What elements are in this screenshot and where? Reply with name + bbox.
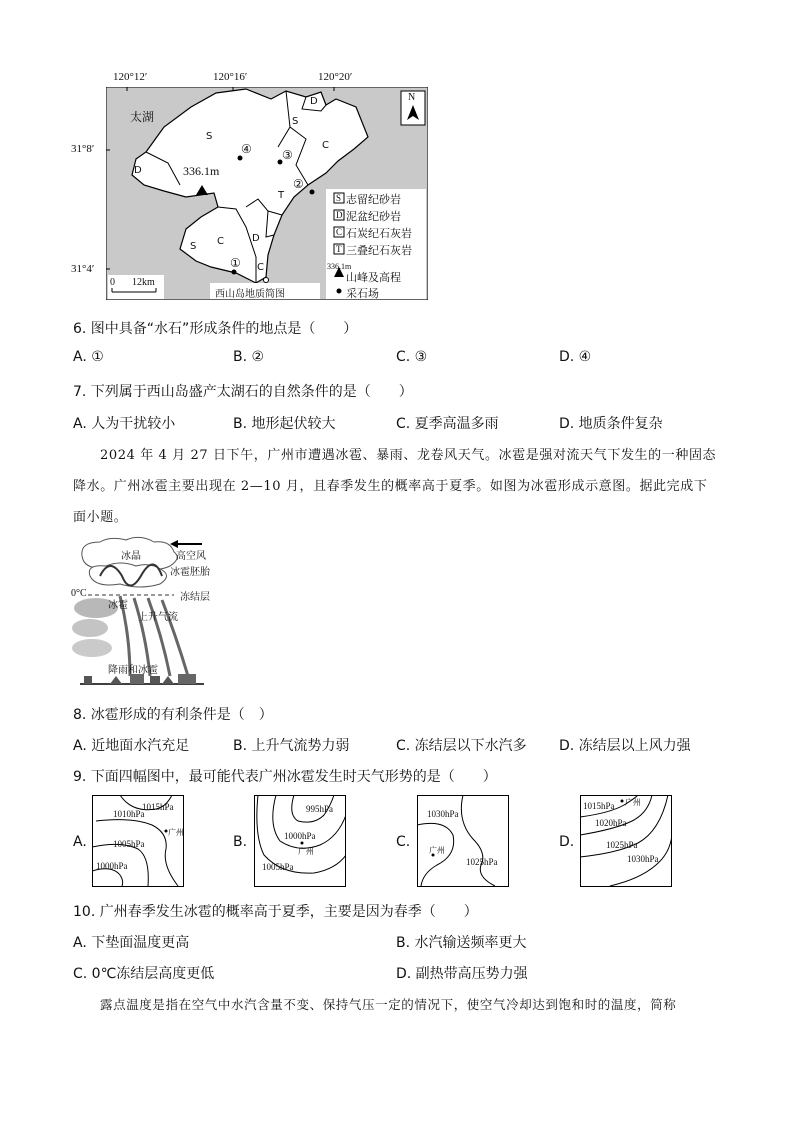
- passage1-line-2: 降水。广州冰雹主要出现在 2—10 月，且春季发生的概率高于夏季。如图为冰雹形成示意图。据此完成下: [73, 479, 708, 494]
- passage2-line-1: 露点温度是指在空气中水汽含量不变、保持气压一定的情况下，使空气冷却达到饱和时的温度，简称: [100, 997, 677, 1012]
- map-a-city: 广州: [168, 828, 184, 837]
- q9-option-d-letter[interactable]: D.: [559, 834, 575, 850]
- q8-option-b[interactable]: B. 上升气流势力弱: [233, 738, 350, 754]
- q8-stem: 8. 冰雹形成的有利条件是（ ）: [73, 707, 273, 723]
- lat-tick-1: 31°8′: [71, 143, 95, 155]
- hail-ice-crystal-label: 冰晶: [121, 551, 141, 562]
- hail-updraft-label: 上升气流: [138, 612, 178, 623]
- q10-option-d[interactable]: D. 副热带高压势力强: [396, 966, 528, 982]
- region-s-3: S: [190, 241, 197, 252]
- region-c-3: C: [257, 262, 264, 273]
- lat-tick-2: 31°4′: [71, 263, 95, 275]
- q9-option-c-letter[interactable]: C.: [396, 834, 411, 850]
- map-b-city: 广州: [298, 847, 314, 856]
- legend-peak-text: 山峰及高程: [346, 271, 401, 284]
- lon-tick-1: 120°12′: [113, 71, 148, 83]
- map-d-1015: 1015hPa: [583, 801, 615, 811]
- map-c-city: 广州: [429, 846, 445, 855]
- region-c-2: C: [217, 236, 224, 247]
- q10-option-c[interactable]: C. 0℃冻结层高度更低: [73, 966, 215, 982]
- q9-option-a-letter[interactable]: A.: [73, 834, 87, 850]
- legend-text-t: 三叠纪石灰岩: [346, 244, 412, 257]
- q8-option-d[interactable]: D. 冻结层以上风力强: [559, 738, 691, 754]
- q7-option-b[interactable]: B. 地形起伏较大: [233, 416, 336, 432]
- quarry-1-label: ①: [230, 256, 241, 270]
- legend-text-s: 志留纪砂岩: [346, 193, 401, 206]
- q7-option-c[interactable]: C. 夏季高温多雨: [396, 416, 499, 432]
- region-d-2: D: [310, 96, 318, 107]
- q6-option-c[interactable]: C. ③: [396, 349, 428, 365]
- map-a-1005: 1005hPa: [113, 839, 145, 849]
- map-d-1020: 1020hPa: [595, 818, 627, 828]
- map-a-1010: 1010hPa: [113, 809, 145, 819]
- q7-stem: 7. 下列属于西山岛盛产太湖石的自然条件的是（ ）: [73, 384, 413, 400]
- hail-hail-label: 冰雹: [108, 600, 128, 611]
- q6-option-a[interactable]: A. ①: [73, 349, 104, 365]
- passage1-line-3: 面小题。: [73, 510, 128, 525]
- lake-label: 太湖: [130, 110, 155, 124]
- legend-code-c: C: [336, 227, 343, 237]
- hail-rain-hail-label: 降雨和冰雹: [108, 665, 158, 676]
- map-b-1000: 1000hPa: [284, 831, 316, 841]
- region-s-1: S: [206, 131, 213, 142]
- legend-code-t: T: [336, 244, 342, 254]
- quarry-2-label: ②: [293, 177, 304, 191]
- q9-option-b-letter[interactable]: B.: [233, 834, 248, 850]
- legend-code-d: D: [336, 210, 343, 220]
- region-s-2: S: [292, 116, 299, 127]
- q7-option-d[interactable]: D. 地质条件复杂: [559, 416, 663, 432]
- map-b-995: 995hPa: [306, 804, 333, 814]
- quarry-3-label: ③: [282, 148, 293, 162]
- region-d-3: D: [252, 233, 260, 244]
- quarry-4-label: ④: [241, 142, 252, 156]
- passage1-line-1: 2024 年 4 月 27 日下午，广州市遭遇冰雹、暴雨、龙卷风天气。冰雹是强对流天气下发生的一种固态: [100, 448, 717, 463]
- legend-peak-value: 336.1m: [327, 262, 352, 271]
- hail-freeze-layer-label: 冻结层: [180, 592, 210, 603]
- map-caption: 西山岛地质简图: [215, 289, 285, 300]
- q8-option-a[interactable]: A. 近地面水汽充足: [73, 738, 190, 754]
- legend-text-c: 石炭纪石灰岩: [346, 227, 412, 240]
- lon-tick-2: 120°16′: [213, 71, 248, 83]
- q7-option-a[interactable]: A. 人为干扰较小: [73, 416, 176, 432]
- q6-stem: 6. 图中具备“水石”形成条件的地点是（ ）: [73, 321, 358, 337]
- q6-option-b[interactable]: B. ②: [233, 349, 265, 365]
- map-c-1030: 1030hPa: [427, 809, 459, 819]
- scale-zero: 0: [110, 277, 115, 288]
- legend-quarry-text: 采石场: [346, 287, 379, 300]
- map-c-1025: 1025hPa: [466, 857, 498, 867]
- legend-text-d: 泥盆纪砂岩: [346, 210, 401, 223]
- map-d-1030: 1030hPa: [627, 854, 659, 864]
- north-label: N: [408, 92, 416, 103]
- lon-tick-3: 120°20′: [318, 71, 353, 83]
- peak-elevation: 336.1m: [183, 164, 220, 178]
- q10-option-a[interactable]: A. 下垫面温度更高: [73, 935, 190, 951]
- map-a-1015: 1015hPa: [142, 802, 174, 812]
- q6-option-d[interactable]: D. ④: [559, 349, 592, 365]
- map-a-1000: 1000hPa: [96, 861, 128, 871]
- hail-high-wind-label: 高空风: [176, 551, 206, 562]
- region-d-1: D: [134, 165, 142, 176]
- legend-code-s: S: [336, 193, 342, 203]
- region-c-1: C: [322, 140, 329, 151]
- map-b-1005: 1005hPa: [262, 862, 294, 872]
- q9-stem: 9. 下面四幅图中，最可能代表广州冰雹发生时天气形势的是（ ）: [73, 769, 497, 785]
- q10-option-b[interactable]: B. 水汽输送频率更大: [396, 935, 527, 951]
- region-t-1: T: [278, 190, 285, 201]
- scale-length: 12km: [132, 277, 155, 288]
- hail-zero-label: 0°C: [71, 588, 87, 599]
- map-d-1025: 1025hPa: [606, 840, 638, 850]
- q10-stem: 10. 广州春季发生冰雹的概率高于夏季，主要是因为春季（ ）: [73, 904, 478, 920]
- q8-option-c[interactable]: C. 冻结层以下水汽多: [396, 738, 527, 754]
- map-d-city: 广州: [625, 798, 641, 807]
- hail-embryo-label: 冰雹胚胎: [170, 567, 210, 578]
